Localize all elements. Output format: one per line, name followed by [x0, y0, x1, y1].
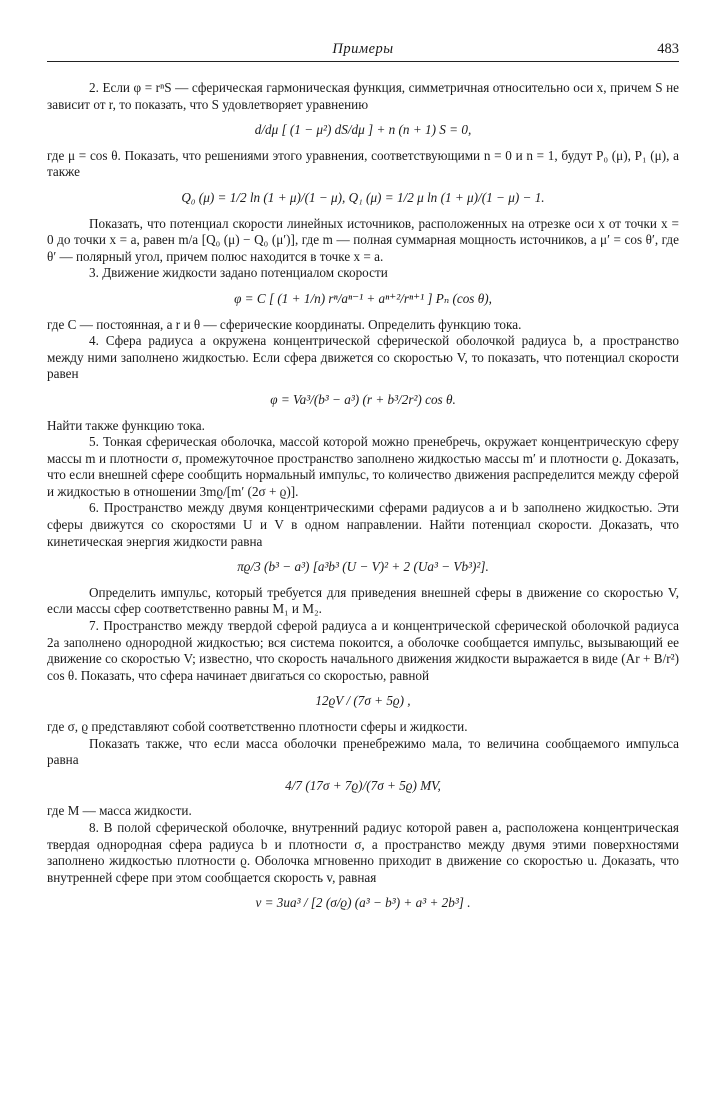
equation-q-functions: Q₀ (μ) = 1/2 ln (1 + μ)/(1 − μ), Q₁ (μ) = 1/2 μ ln (1 + μ)/(1 − μ) − 1. [181, 189, 545, 205]
problem-2-solutions: где μ = cos θ. Показать, что решениями этого уравнения, соответствующими n = 0 и n = 1, будут P₀ (μ), P₁ (μ), а также [47, 147, 679, 180]
problem-5-statement: 5. Тонкая сферическая оболочка, массой которой можно пренебречь, окружает концентрическую сферу массы m и плотности σ, промежуточное пространство заполнено жидкостью массы m′ и плотности ϱ. Доказать, что если внешней сфере сообщить нормальный импульс, то количество движения распределится между сферой и жидкостью в отношении 3mϱ/[m′ (2σ + ϱ)]. [47, 434, 679, 499]
problem-7-impulse: Показать также, что если масса оболочки пренебрежимо мала, то величина сообщаемого импульса равна [47, 735, 679, 768]
problem-7-densities: где σ, ϱ представляют собой соответственно плотности сферы и жидкости. [47, 719, 468, 734]
problem-3-task: где C — постоянная, а r и θ — сферические координаты. Определить функцию тока. [47, 316, 522, 332]
page-header [47, 38, 679, 60]
book-page [47, 38, 679, 921]
problem-7-mass: где M — масса жидкости. [47, 803, 192, 819]
header-rule [47, 61, 679, 62]
problem-2-line-sources: Показать, что потенциал скорости линейных источников, расположенных на отрезке оси x от точки x = 0 до точки x = a, равен m/a [Q₀ (μ) − Q₀ (μ′)], где m — полная суммарная мощность источников, а μ′ = cos θ′, где θ′ — полярный угол, причем полюс находится в точке x = a. [47, 215, 679, 264]
problem-2-statement: 2. Если φ = rⁿS — сферическая гармоническая функция, симметричная относительно оси x, причем S не зависит от r, то показать, что S удовлетворяет уравнению [47, 80, 679, 112]
problem-3-statement: 3. Движение жидкости задано потенциалом скорости [89, 265, 388, 281]
problem-6-statement: 6. Пространство между двумя концентрическими сферами радиусов a и b заполнено жидкостью. Эти сферы движутся со скоростями U и V в одном направлении. Найти потенциал скорости. Доказать, что кинетическая энергия жидкости равна [47, 500, 679, 549]
equation-potential-4: φ = Va³/(b³ − a³) (r + b³/2r²) cos θ. [270, 391, 456, 407]
problem-6-impulse: Определить импульс, который требуется для приведения внешней сферы в движение со скоростью V, если массы сфер соответственно равны M₁ и M₂. [47, 584, 679, 617]
equation-impulse: 4/7 (17σ + 7ϱ)/(7σ + 5ϱ) MV, [285, 777, 441, 793]
page-number: 483 [657, 41, 679, 57]
problem-8-statement: 8. В полой сферической оболочке, внутренний радиус которой равен a, расположена концентрическая твердая однородная сфера радиуса b и плотности σ, а пространство между двумя этими поверхностями заполнено жидкостью плотности ϱ. Оболочка мгновенно приходит в движение со скоростью u. Доказать, что внутренней сфере при этом сообщается скорость v, равная [47, 819, 679, 885]
equation-potential-3: φ = C [ (1 + 1/n) rⁿ/aⁿ⁻¹ + aⁿ⁺²/rⁿ⁺¹ ] Pₙ (cos θ), [234, 290, 492, 306]
equation-sphere-velocity: 12ϱV / (7σ + 5ϱ) , [315, 693, 411, 709]
equation-kinetic-energy: πϱ/3 (b³ − a³) [a³b³ (U − V)² + 2 (Ua³ − Vb³)²]. [237, 559, 489, 575]
running-title: Примеры [332, 41, 394, 57]
equation-inner-velocity: v = 3ua³ / [2 (σ/ϱ) (a³ − b³) + a³ + 2b³] . [255, 895, 471, 911]
problem-4-statement: 4. Сфера радиуса a окружена концентрической сферической оболочкой радиуса b, а пространство между ними заполнено жидкостью. Если сфера движется со скоростью V, то показать, что потенциал скорости равен [47, 333, 679, 382]
problem-4-task: Найти также функцию тока. [47, 417, 205, 433]
equation-legendre: d/dμ [ (1 − μ²) dS/dμ ] + n (n + 1) S = 0, [254, 122, 472, 138]
problem-7-statement: 7. Пространство между твердой сферой радиуса a и концентрической сферической оболочкой радиуса 2a заполнено однородной жидкостью; вся система покоится, а оболочке сообщается импульс, вызывающий ее движение со скоростью V; известно, что скорость начального движения жидкости выражается в виде (Ar + B/r²) cos θ. Показать, что сфера начинает двигаться со скоростью, равной [47, 618, 679, 683]
